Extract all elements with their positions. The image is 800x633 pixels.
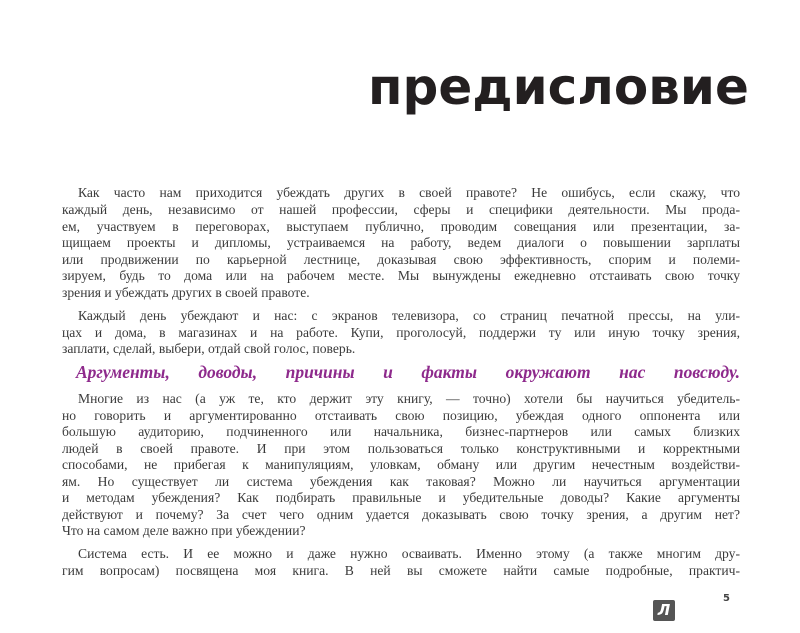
text-line: Каждый день убеждают и нас: с экранов телевизора, со страниц печатной прессы, на ули- (78, 308, 740, 323)
text-line: но говорить и аргументированно отстаивать свою позицию, убеждая одного оппонента или (62, 407, 740, 423)
text-line: Как часто нам приходится убеждать других в своей правоте? Не ошибусь, если скажу, что (78, 185, 740, 200)
text-line: способами, не прибегая к манипуляциям, уловкам, обману или другим нечестным воздействи- (62, 457, 740, 472)
text-line: или продвижении по карьерной лестнице, доказывая свою эффективность, спорим и полеми- (62, 251, 740, 267)
text-line: и методам убеждения? Как подбирать правильные и убедительные доводы? Какие аргументы (62, 490, 740, 505)
text-line: каждый день, независимо от нашей профессии, сферы и специфики деятельности. Мы прода- (62, 202, 740, 217)
text-line: цах и дома, в магазинах и на работе. Купи, проголосуй, поддержи ту или иную точку зрения, (62, 324, 740, 340)
text-line: Система есть. И ее можно и даже нужно осваивать. Именно этому (а также многим дру- (78, 546, 740, 561)
text-line: заплати, сделай, выбери, отдай свой голос, поверь. (62, 341, 356, 356)
chapter-title: предисловие (368, 58, 749, 116)
highlight-heading: Аргументы, доводы, причины и факты окружают нас повсюду. (76, 362, 740, 382)
text-line: действуют и почему? За счет чего одним удается доказывать свою точку зрения, а другим нет? (62, 506, 740, 522)
text-line: Что на самом деле важно при убеждении? (62, 523, 306, 538)
text-line: людей в своей правоте. И при этом пользоваться только конструктивными и корректными (62, 440, 740, 456)
text-line: ям. Но существует ли система убеждения как таковая? Можно ли научиться аргументации (62, 473, 740, 489)
text-line: ем, участвуем в переговорах, выступаем публично, проводим совещания или презентации, за- (62, 218, 740, 234)
text-line: щищаем проекты и дипломы, устраиваемся на работу, ведем диалоги о повышении зарплаты (62, 235, 740, 250)
text-line: гим вопросам) посвящена моя книга. В ней вы сможете найти самые подробные, практич- (62, 562, 740, 578)
text-line: зируем, будь то дома или на рабочем месте. Мы вынуждены ежедневно отстаивать свою точку (62, 268, 740, 283)
litres-logo-icon[interactable]: Л (653, 600, 675, 621)
text-line: большую аудиторию, подчиненного или начальника, бизнес-партнеров или самых близких (62, 424, 740, 439)
text-line: Многие из нас (а уж те, кто держит эту книгу, — точно) хотели бы научиться убедитель- (78, 391, 740, 406)
text-line: зрения и убеждать других в своей правоте. (62, 284, 310, 300)
page-number: 5 (723, 593, 730, 604)
